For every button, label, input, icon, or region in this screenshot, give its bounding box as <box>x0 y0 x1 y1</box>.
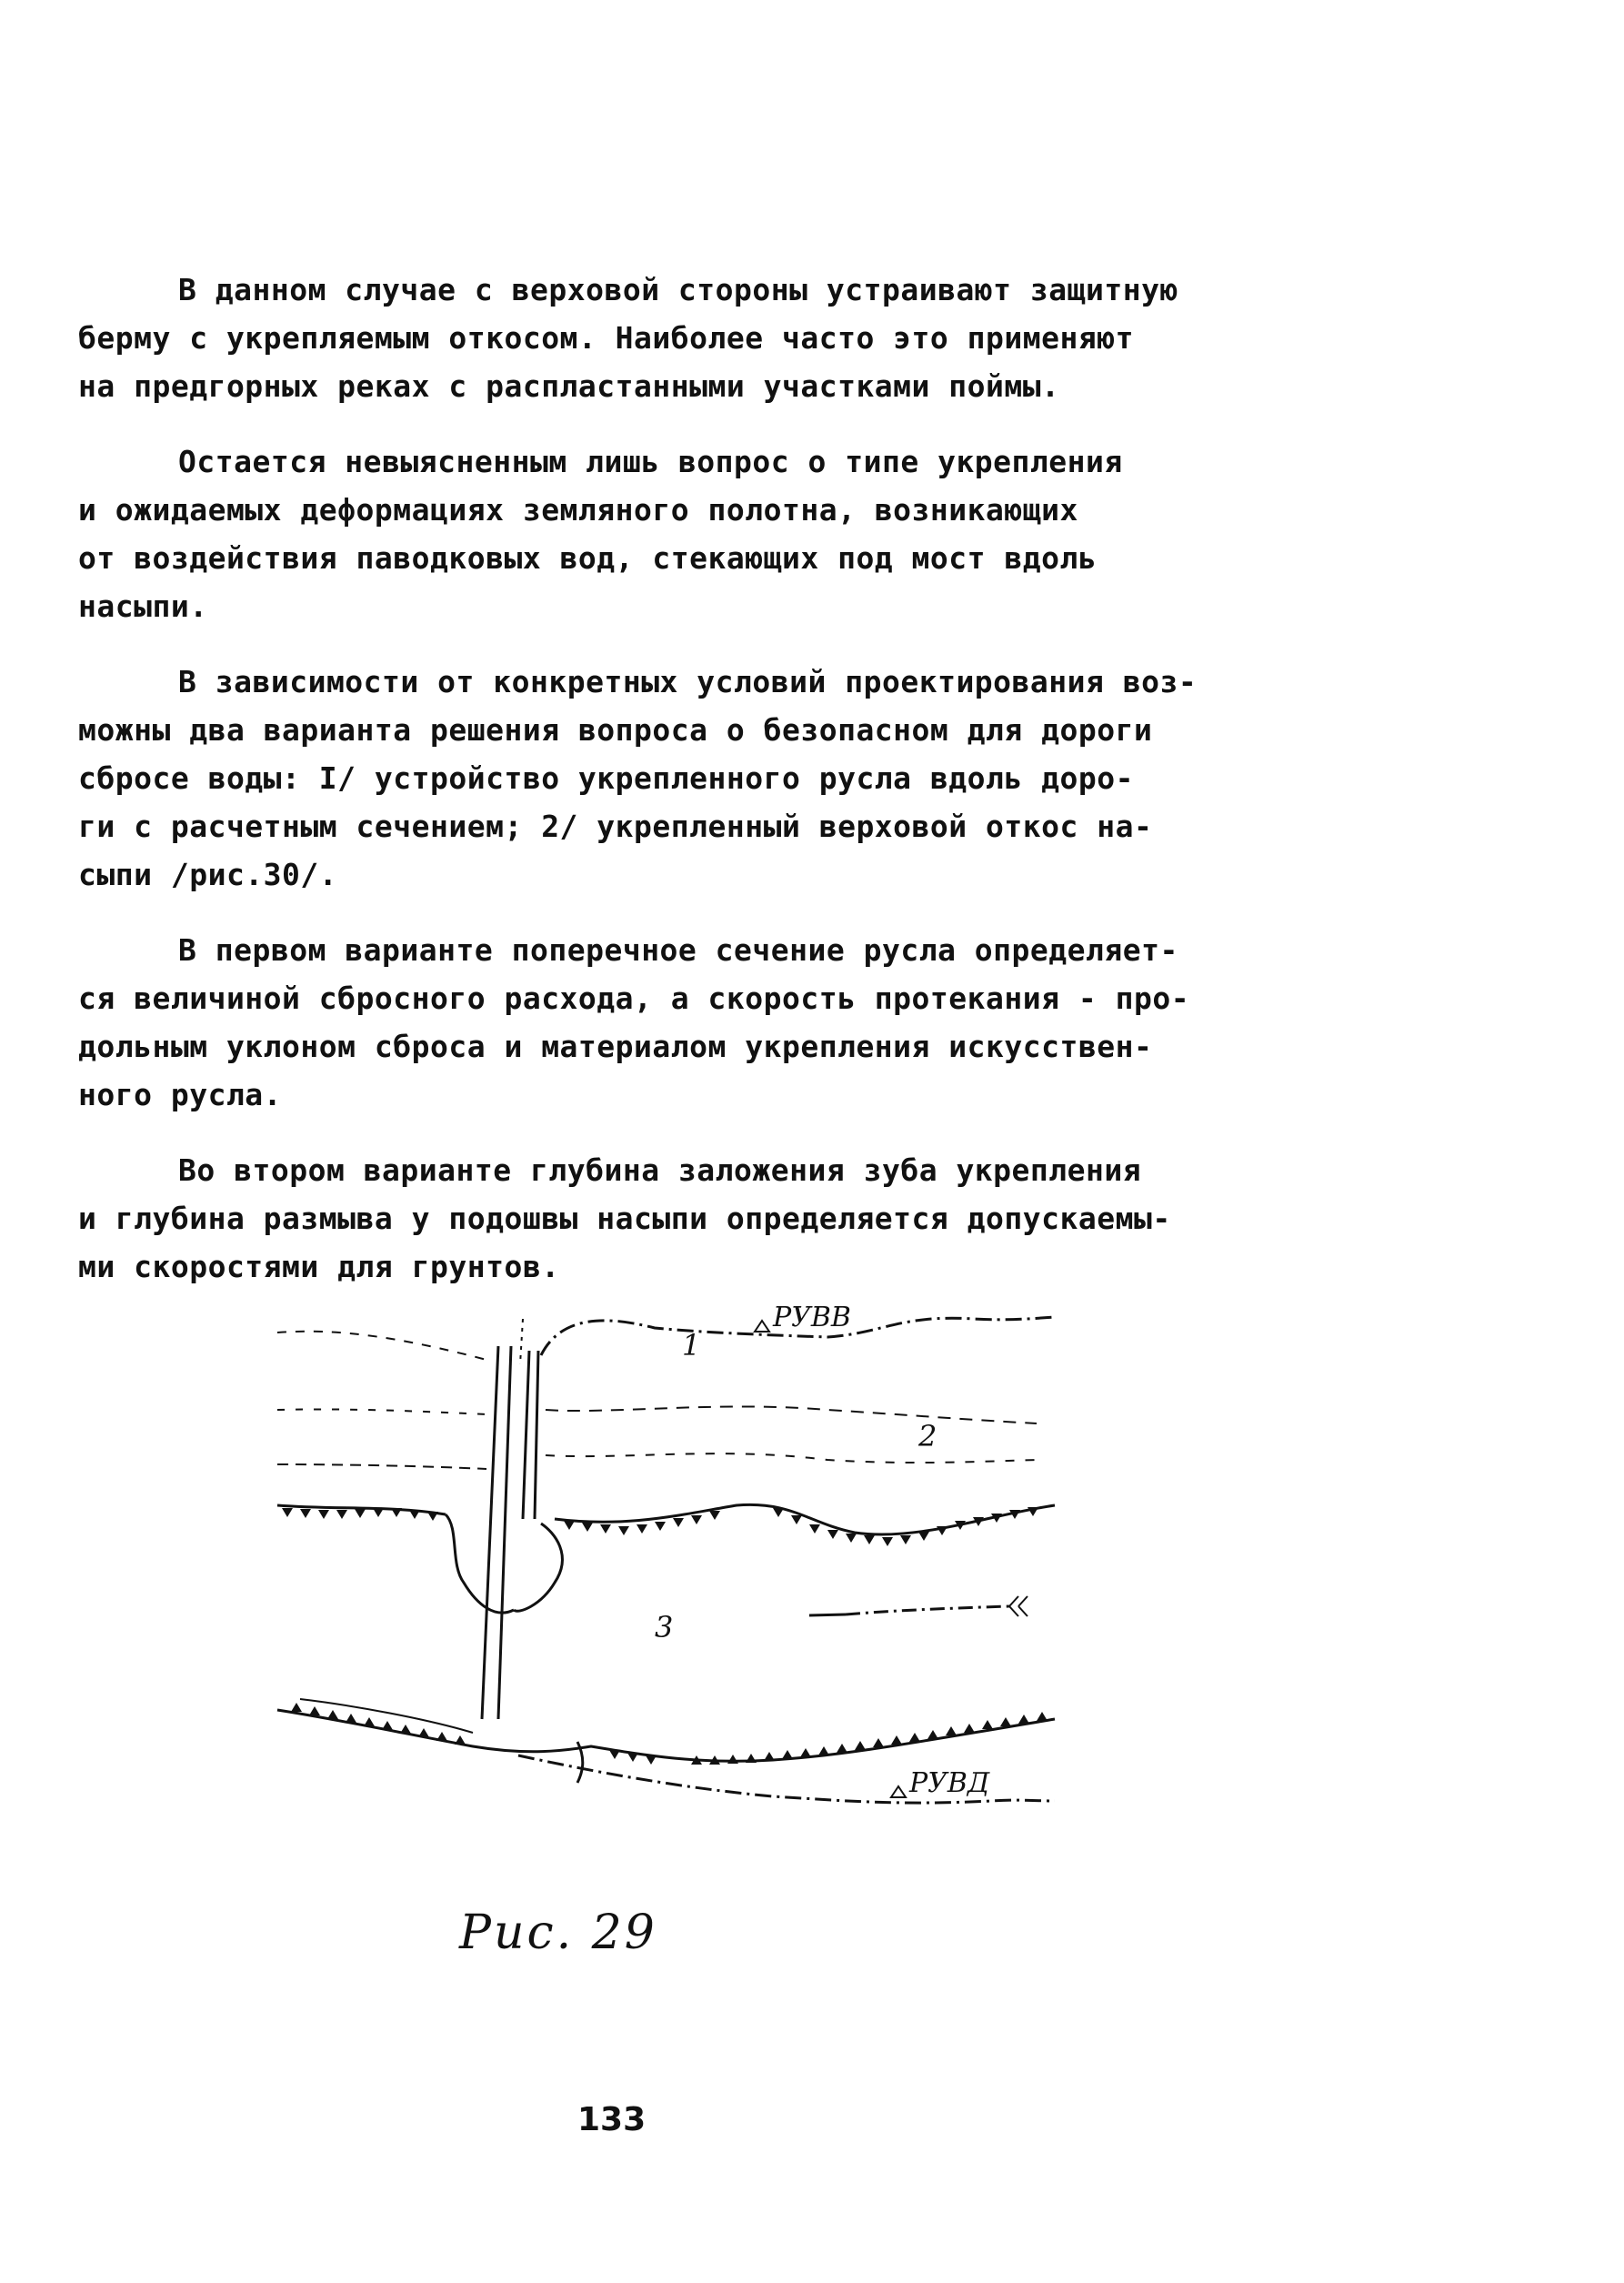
flow-arrow-tail-1 <box>1009 1596 1028 1616</box>
flow-line-1 <box>277 1332 486 1360</box>
flow-arrow-head <box>809 1614 846 1615</box>
lower-bank-line <box>277 1710 1055 1761</box>
body-text <box>78 266 1288 1318</box>
paragraph-3: В зависимости от конкретных условий проектирования воз- можны два варианта решения вопроса о безопасном для дороги сбросе воды: I/ устройство укрепленного русла вдоль доро- ги с расчетным сечением; 2/ укрепленный верховой откос на- сыпи /рис.30/. <box>78 664 1198 892</box>
zone-3-label: 3 <box>655 1610 674 1644</box>
upper-level-label: РУВВ <box>773 1302 851 1333</box>
lower-level-marker <box>891 1767 990 1799</box>
flow-line-3 <box>277 1464 486 1469</box>
bridge-line-left <box>482 1346 498 1719</box>
flow-arrow-line <box>846 1606 1009 1614</box>
paragraph-1: В данном случае с верховой стороны устраивают защитную берму с укрепляемым откосом. Наиболее часто это применяют на предгорных реках с распластанными участками поймы. <box>78 272 1178 404</box>
figure-drawing <box>264 1292 1100 1856</box>
flow-line-2 <box>277 1409 486 1414</box>
figure-bridge-plan <box>264 1292 1100 1856</box>
figure-caption: Рис. 29 <box>459 1906 657 1960</box>
abutment-curve-right <box>514 1524 562 1611</box>
flow-line-5 <box>546 1453 1037 1463</box>
page-number: 133 <box>577 2101 647 2138</box>
flow-line-4 <box>546 1406 1037 1423</box>
bridge-line-right2 <box>535 1351 538 1519</box>
bridge-center-line <box>520 1319 523 1364</box>
lower-level-label: РУВД <box>909 1767 990 1799</box>
zone-2-label: 2 <box>918 1419 937 1453</box>
paragraph-4: В первом варианте поперечное сечение русла определяет- ся величиной сбросного расхода, а скорость протекания - про- дольным уклоном сброса и материалом укрепления искусствен- ного русла. <box>78 932 1190 1112</box>
bridge-line-mid <box>498 1346 511 1719</box>
bridge-line-right1 <box>523 1351 529 1519</box>
paragraph-2: Остается невыясненным лишь вопрос о типе укрепления и ожидаемых деформациях земляного полотна, возникающих от воздействия паводковых вод, стекающих под мост вдоль насыпи. <box>78 444 1123 624</box>
upper-level-marker <box>755 1302 851 1333</box>
paragraph-5: Во втором варианте глубина заложения зуба укрепления и глубина размыва у подошвы насыпи определяется допускаемы- ми скоростями для грунтов. <box>78 1152 1171 1284</box>
zone-1-label: 1 <box>682 1328 701 1363</box>
